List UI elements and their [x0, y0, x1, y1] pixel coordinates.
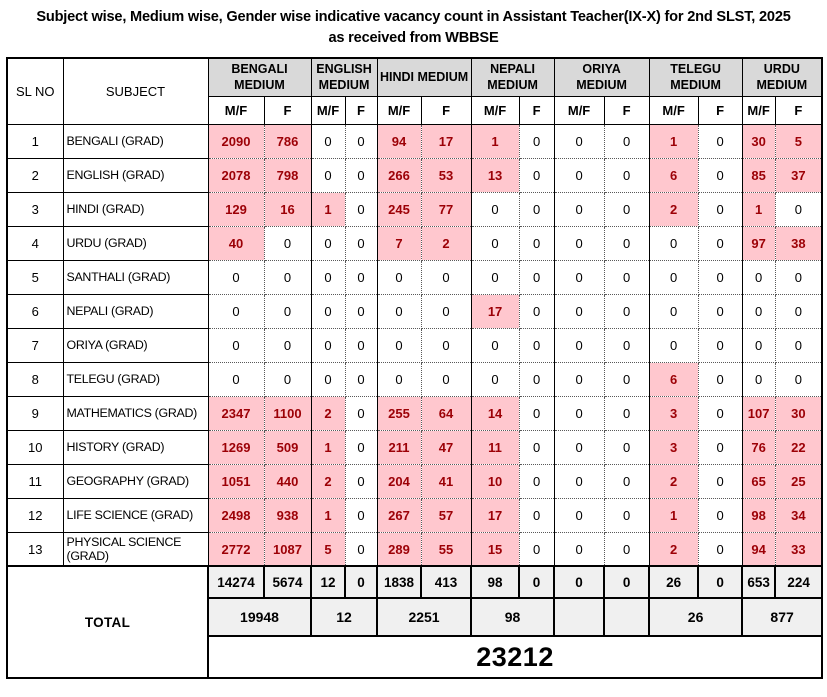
value-cell: 1	[311, 498, 345, 532]
mf-subheader-2: M/F	[311, 96, 345, 124]
value-cell: 0	[311, 362, 345, 396]
value-cell: 0	[377, 294, 421, 328]
subject-cell: URDU (GRAD)	[63, 226, 208, 260]
sl-cell: 12	[7, 498, 63, 532]
value-cell: 0	[775, 328, 822, 362]
value-cell: 34	[775, 498, 822, 532]
value-cell: 0	[698, 362, 742, 396]
page-title-line1: Subject wise, Medium wise, Gender wise indicative vacancy count in Assistant Teacher(IX-X) for 2nd SLST, 2025	[36, 9, 791, 25]
value-cell: 0	[604, 464, 649, 498]
value-cell: 0	[311, 124, 345, 158]
value-cell: 0	[421, 260, 471, 294]
value-cell: 98	[742, 498, 775, 532]
value-cell: 0	[311, 294, 345, 328]
value-cell: 0	[208, 328, 264, 362]
medium-total-cell: 877	[742, 598, 822, 636]
value-cell: 0	[554, 396, 604, 430]
value-cell: 17	[471, 498, 519, 532]
value-cell: 1	[311, 192, 345, 226]
value-cell: 0	[345, 532, 377, 566]
value-cell: 77	[421, 192, 471, 226]
subject-cell: PHYSICAL SCIENCE (GRAD)	[63, 532, 208, 566]
value-cell: 2090	[208, 124, 264, 158]
value-cell: 0	[554, 124, 604, 158]
medium-header-1: BENGALI MEDIUM	[208, 58, 311, 96]
medium-header-5: ORIYA MEDIUM	[554, 58, 649, 96]
sl-cell: 7	[7, 328, 63, 362]
value-cell: 266	[377, 158, 421, 192]
table-row	[7, 532, 822, 566]
medium-header-3: HINDI MEDIUM	[377, 58, 471, 96]
value-cell: 97	[742, 226, 775, 260]
sl-cell: 9	[7, 396, 63, 430]
value-cell: 0	[208, 362, 264, 396]
value-cell: 0	[698, 498, 742, 532]
table-row	[7, 464, 822, 498]
value-cell: 0	[775, 260, 822, 294]
f-subheader-5: F	[604, 96, 649, 124]
value-cell: 0	[649, 260, 698, 294]
table-row	[7, 192, 822, 226]
value-cell: 0	[698, 464, 742, 498]
total-label: TOTAL	[7, 566, 208, 678]
subtotal-cell: 5674	[264, 566, 311, 598]
value-cell: 0	[604, 226, 649, 260]
subtotal-cell: 26	[649, 566, 698, 598]
value-cell: 0	[519, 294, 554, 328]
table-row	[7, 362, 822, 396]
f-subheader-7: F	[775, 96, 822, 124]
value-cell: 1100	[264, 396, 311, 430]
value-cell: 0	[421, 362, 471, 396]
value-cell: 0	[775, 192, 822, 226]
value-cell: 17	[471, 294, 519, 328]
sl-cell: 3	[7, 192, 63, 226]
medium-total-cell	[554, 598, 604, 636]
value-cell: 0	[264, 294, 311, 328]
subject-cell: TELEGU (GRAD)	[63, 362, 208, 396]
mf-subheader-5: M/F	[554, 96, 604, 124]
value-cell: 30	[775, 396, 822, 430]
value-cell: 0	[471, 328, 519, 362]
sl-no-header: SL NO	[7, 58, 63, 124]
value-cell: 2347	[208, 396, 264, 430]
value-cell: 0	[604, 498, 649, 532]
value-cell: 0	[775, 362, 822, 396]
value-cell: 204	[377, 464, 421, 498]
value-cell: 3	[649, 396, 698, 430]
value-cell: 30	[742, 124, 775, 158]
subject-cell: SANTHALI (GRAD)	[63, 260, 208, 294]
value-cell: 15	[471, 532, 519, 566]
subtotal-cell: 12	[311, 566, 345, 598]
value-cell: 2078	[208, 158, 264, 192]
medium-total-cell: 2251	[377, 598, 471, 636]
table-row	[7, 294, 822, 328]
value-cell: 0	[554, 260, 604, 294]
value-cell: 0	[698, 294, 742, 328]
subtotal-cell: 653	[742, 566, 775, 598]
value-cell: 0	[554, 328, 604, 362]
value-cell: 107	[742, 396, 775, 430]
value-cell: 0	[742, 260, 775, 294]
value-cell: 94	[742, 532, 775, 566]
sl-cell: 10	[7, 430, 63, 464]
value-cell: 0	[698, 260, 742, 294]
value-cell: 0	[311, 328, 345, 362]
value-cell: 255	[377, 396, 421, 430]
value-cell: 5	[775, 124, 822, 158]
value-cell: 0	[311, 226, 345, 260]
page-title	[0, 0, 827, 48]
value-cell: 14	[471, 396, 519, 430]
table-row	[7, 430, 822, 464]
value-cell: 0	[604, 362, 649, 396]
value-cell: 0	[604, 192, 649, 226]
value-cell: 1	[471, 124, 519, 158]
value-cell: 55	[421, 532, 471, 566]
subject-cell: GEOGRAPHY (GRAD)	[63, 464, 208, 498]
value-cell: 0	[775, 294, 822, 328]
value-cell: 0	[421, 328, 471, 362]
medium-header-2: ENGLISH MEDIUM	[311, 58, 377, 96]
subject-cell: HISTORY (GRAD)	[63, 430, 208, 464]
value-cell: 5	[311, 532, 345, 566]
value-cell: 0	[604, 532, 649, 566]
medium-total-cell: 12	[311, 598, 377, 636]
table-row	[7, 124, 822, 158]
value-cell: 0	[519, 260, 554, 294]
value-cell: 0	[377, 260, 421, 294]
subject-cell: MATHEMATICS (GRAD)	[63, 396, 208, 430]
value-cell: 0	[554, 294, 604, 328]
value-cell: 2772	[208, 532, 264, 566]
value-cell: 0	[698, 396, 742, 430]
value-cell: 0	[264, 260, 311, 294]
mf-subheader-3: M/F	[377, 96, 421, 124]
value-cell: 267	[377, 498, 421, 532]
value-cell: 1051	[208, 464, 264, 498]
sl-cell: 11	[7, 464, 63, 498]
value-cell: 25	[775, 464, 822, 498]
value-cell: 47	[421, 430, 471, 464]
value-cell: 129	[208, 192, 264, 226]
value-cell: 2	[649, 192, 698, 226]
sl-cell: 6	[7, 294, 63, 328]
value-cell: 0	[554, 498, 604, 532]
value-cell: 0	[519, 226, 554, 260]
page-title-line2: as received from WBBSE	[328, 29, 499, 46]
subject-cell: BENGALI (GRAD)	[63, 124, 208, 158]
f-subheader-2: F	[345, 96, 377, 124]
value-cell: 0	[554, 226, 604, 260]
value-cell: 0	[208, 294, 264, 328]
value-cell: 0	[311, 260, 345, 294]
value-cell: 0	[554, 532, 604, 566]
table-row	[7, 226, 822, 260]
value-cell: 0	[604, 328, 649, 362]
value-cell: 1	[649, 498, 698, 532]
value-cell: 0	[345, 328, 377, 362]
subtotal-cell: 0	[345, 566, 377, 598]
value-cell: 0	[604, 124, 649, 158]
sl-cell: 1	[7, 124, 63, 158]
f-subheader-4: F	[519, 96, 554, 124]
value-cell: 0	[742, 328, 775, 362]
value-cell: 0	[345, 396, 377, 430]
value-cell: 0	[698, 430, 742, 464]
value-cell: 0	[519, 396, 554, 430]
medium-total-cell: 26	[649, 598, 742, 636]
medium-total-cell: 19948	[208, 598, 311, 636]
value-cell: 0	[742, 294, 775, 328]
value-cell: 0	[345, 192, 377, 226]
value-cell: 2498	[208, 498, 264, 532]
value-cell: 0	[649, 294, 698, 328]
value-cell: 786	[264, 124, 311, 158]
value-cell: 0	[519, 158, 554, 192]
subject-cell: NEPALI (GRAD)	[63, 294, 208, 328]
value-cell: 0	[649, 328, 698, 362]
subtotal-cell: 98	[471, 566, 519, 598]
value-cell: 0	[519, 362, 554, 396]
value-cell: 0	[471, 362, 519, 396]
value-cell: 41	[421, 464, 471, 498]
value-cell: 85	[742, 158, 775, 192]
value-cell: 0	[471, 226, 519, 260]
subtotal-cell: 224	[775, 566, 822, 598]
value-cell: 0	[698, 192, 742, 226]
value-cell: 0	[604, 430, 649, 464]
value-cell: 0	[604, 158, 649, 192]
value-cell: 0	[604, 396, 649, 430]
value-cell: 245	[377, 192, 421, 226]
value-cell: 40	[208, 226, 264, 260]
value-cell: 0	[604, 294, 649, 328]
value-cell: 53	[421, 158, 471, 192]
value-cell: 1269	[208, 430, 264, 464]
value-cell: 0	[698, 158, 742, 192]
value-cell: 7	[377, 226, 421, 260]
value-cell: 938	[264, 498, 311, 532]
subtotal-cell: 14274	[208, 566, 264, 598]
subtotal-cell: 0	[604, 566, 649, 598]
value-cell: 0	[264, 362, 311, 396]
value-cell: 0	[377, 328, 421, 362]
mf-subheader-1: M/F	[208, 96, 264, 124]
value-cell: 0	[554, 464, 604, 498]
f-subheader-3: F	[421, 96, 471, 124]
subtotal-cell: 413	[421, 566, 471, 598]
f-subheader-6: F	[698, 96, 742, 124]
value-cell: 0	[554, 158, 604, 192]
value-cell: 211	[377, 430, 421, 464]
sl-cell: 2	[7, 158, 63, 192]
value-cell: 0	[345, 124, 377, 158]
value-cell: 38	[775, 226, 822, 260]
value-cell: 0	[264, 328, 311, 362]
sl-cell: 8	[7, 362, 63, 396]
value-cell: 0	[604, 260, 649, 294]
value-cell: 16	[264, 192, 311, 226]
value-cell: 0	[345, 158, 377, 192]
value-cell: 2	[421, 226, 471, 260]
value-cell: 33	[775, 532, 822, 566]
value-cell: 0	[377, 362, 421, 396]
value-cell: 1	[742, 192, 775, 226]
value-cell: 6	[649, 362, 698, 396]
value-cell: 0	[519, 124, 554, 158]
value-cell: 0	[345, 498, 377, 532]
subject-cell: HINDI (GRAD)	[63, 192, 208, 226]
value-cell: 6	[649, 158, 698, 192]
mf-subheader-7: M/F	[742, 96, 775, 124]
value-cell: 76	[742, 430, 775, 464]
value-cell: 17	[421, 124, 471, 158]
value-cell: 0	[554, 192, 604, 226]
value-cell: 0	[519, 430, 554, 464]
subject-cell: ORIYA (GRAD)	[63, 328, 208, 362]
value-cell: 0	[649, 226, 698, 260]
value-cell: 0	[345, 226, 377, 260]
grand-total-cell: 23212	[208, 636, 822, 678]
value-cell: 0	[311, 158, 345, 192]
subtotal-cell: 0	[698, 566, 742, 598]
value-cell: 509	[264, 430, 311, 464]
value-cell: 0	[554, 430, 604, 464]
table-row	[7, 158, 822, 192]
medium-total-cell: 98	[471, 598, 554, 636]
value-cell: 11	[471, 430, 519, 464]
value-cell: 57	[421, 498, 471, 532]
vacancy-table	[6, 57, 823, 679]
value-cell: 0	[742, 362, 775, 396]
value-cell: 2	[311, 396, 345, 430]
value-cell: 0	[421, 294, 471, 328]
value-cell: 1	[311, 430, 345, 464]
value-cell: 0	[345, 430, 377, 464]
value-cell: 798	[264, 158, 311, 192]
subtotal-cell: 0	[554, 566, 604, 598]
value-cell: 0	[345, 294, 377, 328]
value-cell: 37	[775, 158, 822, 192]
subject-cell: LIFE SCIENCE (GRAD)	[63, 498, 208, 532]
value-cell: 64	[421, 396, 471, 430]
sl-cell: 5	[7, 260, 63, 294]
medium-total-cell	[604, 598, 649, 636]
value-cell: 0	[345, 362, 377, 396]
subject-header: SUBJECT	[63, 58, 208, 124]
mf-subheader-6: M/F	[649, 96, 698, 124]
subject-cell: ENGLISH (GRAD)	[63, 158, 208, 192]
value-cell: 2	[311, 464, 345, 498]
value-cell: 1087	[264, 532, 311, 566]
value-cell: 0	[698, 328, 742, 362]
value-cell: 3	[649, 430, 698, 464]
table-row	[7, 260, 822, 294]
value-cell: 1	[649, 124, 698, 158]
value-cell: 0	[698, 226, 742, 260]
value-cell: 65	[742, 464, 775, 498]
value-cell: 13	[471, 158, 519, 192]
value-cell: 0	[264, 226, 311, 260]
value-cell: 0	[698, 124, 742, 158]
medium-header-7: URDU MEDIUM	[742, 58, 822, 96]
value-cell: 0	[519, 498, 554, 532]
value-cell: 10	[471, 464, 519, 498]
f-subheader-1: F	[264, 96, 311, 124]
value-cell: 94	[377, 124, 421, 158]
value-cell: 0	[554, 362, 604, 396]
medium-header-4: NEPALI MEDIUM	[471, 58, 554, 96]
value-cell: 0	[345, 260, 377, 294]
sl-cell: 4	[7, 226, 63, 260]
value-cell: 0	[698, 532, 742, 566]
value-cell: 0	[519, 464, 554, 498]
mf-subheader-4: M/F	[471, 96, 519, 124]
table-row	[7, 328, 822, 362]
value-cell: 0	[471, 260, 519, 294]
medium-header-6: TELEGU MEDIUM	[649, 58, 742, 96]
value-cell: 289	[377, 532, 421, 566]
value-cell: 0	[519, 192, 554, 226]
value-cell: 2	[649, 532, 698, 566]
value-cell: 22	[775, 430, 822, 464]
value-cell: 0	[519, 328, 554, 362]
value-cell: 0	[471, 192, 519, 226]
subtotal-cell: 0	[519, 566, 554, 598]
value-cell: 0	[208, 260, 264, 294]
table-row	[7, 498, 822, 532]
subtotal-cell: 1838	[377, 566, 421, 598]
value-cell: 0	[345, 464, 377, 498]
value-cell: 440	[264, 464, 311, 498]
table-row	[7, 396, 822, 430]
value-cell: 2	[649, 464, 698, 498]
sl-cell: 13	[7, 532, 63, 566]
value-cell: 0	[519, 532, 554, 566]
